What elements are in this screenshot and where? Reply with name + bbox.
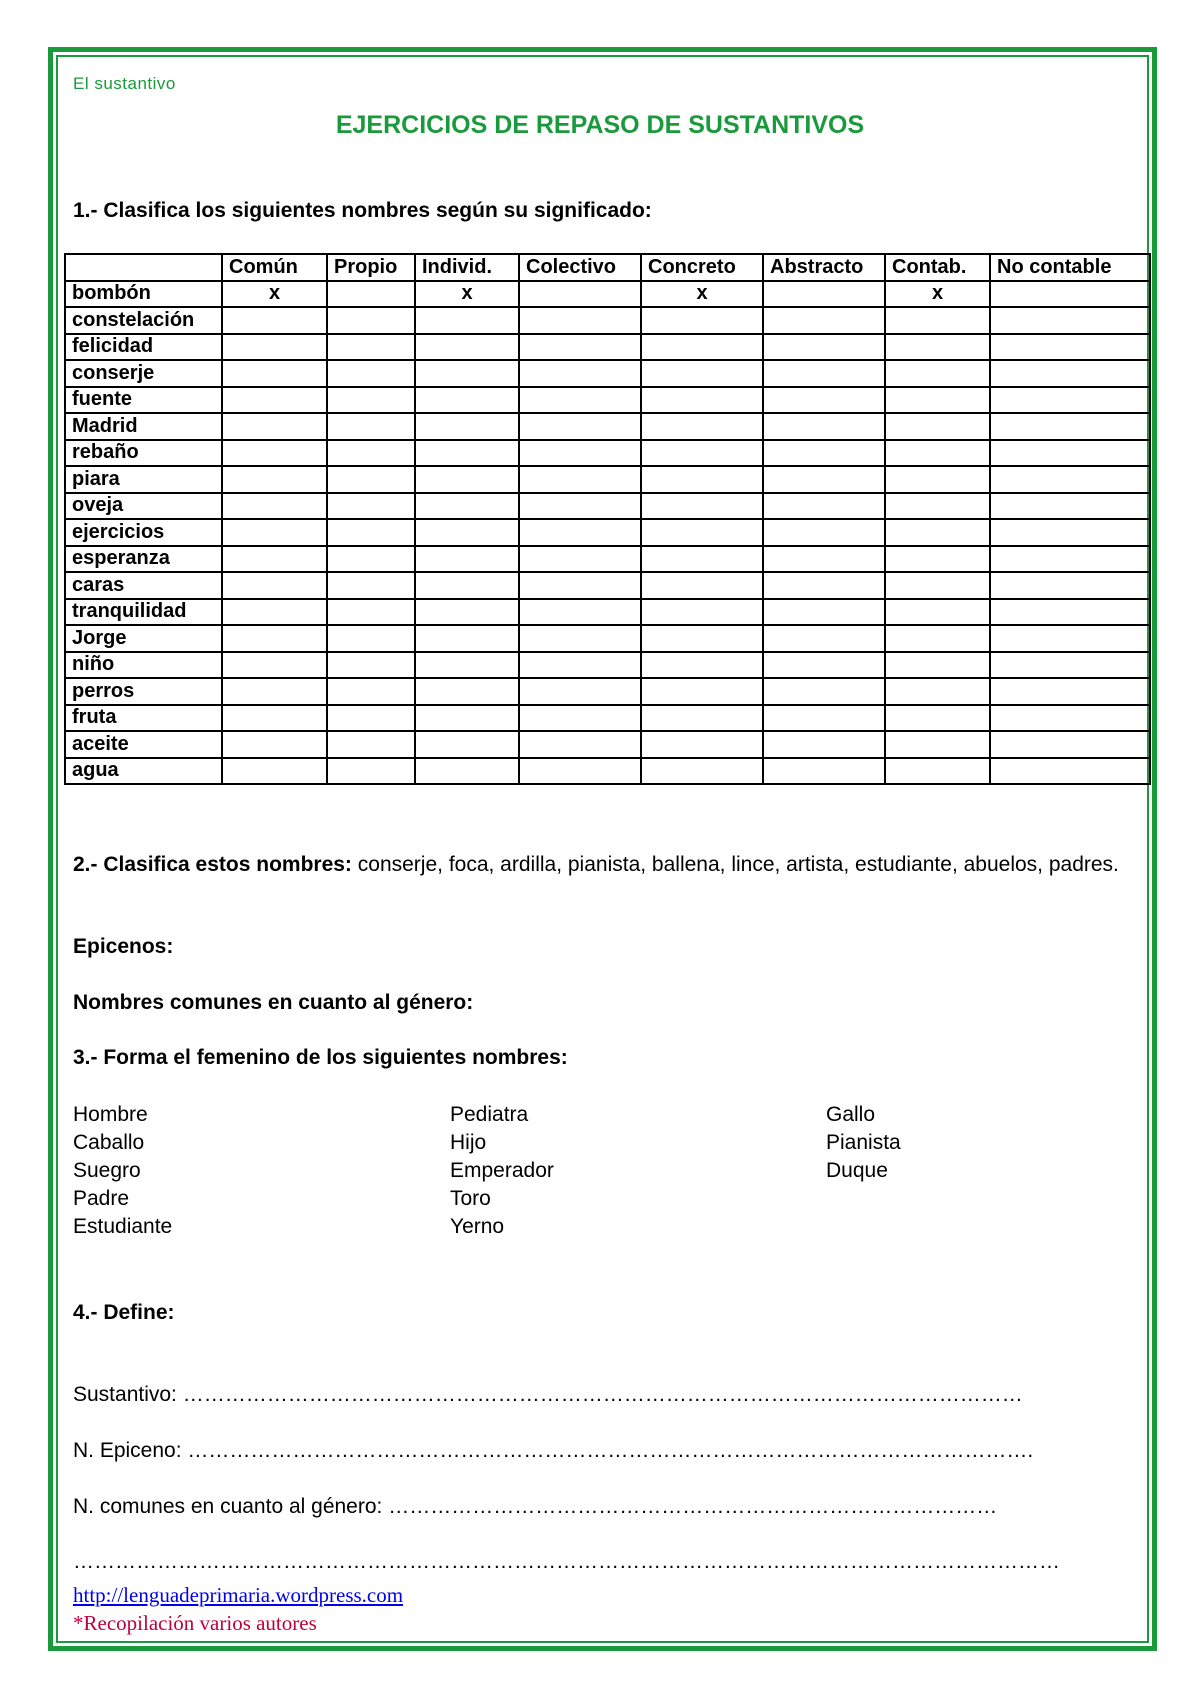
table-cell[interactable] [415,307,519,334]
column-header: Individ. [415,254,519,281]
feminine-column-3 [826,1101,901,1185]
row-word: tranquilidad [65,599,222,626]
table-cell[interactable] [641,731,763,758]
table-cell[interactable] [519,413,641,440]
column-header: No contable [990,254,1150,281]
table-cell[interactable] [222,493,327,520]
noun-item: Gallo [826,1103,876,1126]
table-cell[interactable] [763,466,885,493]
noun-item: Yerno [450,1215,505,1238]
column-header: Propio [327,254,415,281]
table-cell[interactable] [885,758,990,785]
table-cell[interactable] [519,440,641,467]
table-row [65,440,1150,467]
table-cell[interactable] [222,387,327,414]
noun-item: Pediatra [450,1103,529,1126]
table-cell[interactable] [415,387,519,414]
table-cell[interactable] [415,625,519,652]
table-cell[interactable] [327,413,415,440]
table-cell[interactable] [763,360,885,387]
table-cell[interactable] [885,572,990,599]
table-cell[interactable] [641,758,763,785]
table-cell[interactable] [519,387,641,414]
table-cell[interactable] [763,519,885,546]
table-cell[interactable] [885,360,990,387]
row-word: caras [65,572,222,599]
credit-note: *Recopilación varios autores [73,1611,317,1635]
table-cell[interactable] [763,546,885,573]
table-cell[interactable] [763,599,885,626]
row-word: perros [65,678,222,705]
table-cell[interactable] [641,705,763,732]
table-cell[interactable]: x [415,281,519,308]
table-cell[interactable] [222,360,327,387]
table-cell[interactable] [519,307,641,334]
table-cell[interactable] [641,572,763,599]
define-epiceno-line: N. Epiceno: …………………………………………………………………………………………………………. [73,1439,1034,1462]
define-blank-line: …………………………………………………………………………………………………………………………… [73,1550,1060,1573]
table-cell[interactable] [222,599,327,626]
table-cell[interactable] [415,652,519,679]
table-cell[interactable] [885,413,990,440]
table-cell[interactable] [327,493,415,520]
table-row [65,678,1150,705]
table-cell[interactable] [415,572,519,599]
row-word: bombón [65,281,222,308]
table-row [65,360,1150,387]
table-cell[interactable] [641,466,763,493]
table-cell[interactable] [519,493,641,520]
table-cell[interactable] [327,466,415,493]
table-row [65,466,1150,493]
table-cell[interactable] [519,758,641,785]
table-cell[interactable] [641,493,763,520]
table-cell[interactable] [990,334,1150,361]
exercise-3-heading: 3.- Forma el femenino de los siguientes nombres: [73,1046,568,1069]
table-cell[interactable] [415,360,519,387]
exercise-2-text [73,851,1133,879]
table-cell[interactable] [327,572,415,599]
table-cell[interactable] [327,678,415,705]
table-cell[interactable] [990,625,1150,652]
noun-item: Pianista [826,1131,901,1154]
table-cell[interactable] [641,413,763,440]
table-cell[interactable]: x [885,281,990,308]
table-cell[interactable] [990,705,1150,732]
table-cell[interactable] [415,493,519,520]
table-cell[interactable] [641,360,763,387]
table-cell[interactable] [415,731,519,758]
table-row [65,572,1150,599]
table-header-row [65,254,1150,281]
table-cell[interactable] [641,334,763,361]
table-cell[interactable] [222,413,327,440]
table-cell[interactable] [327,758,415,785]
table-cell[interactable] [885,731,990,758]
table-cell[interactable] [327,625,415,652]
feminine-column-1 [73,1101,172,1241]
noun-item: Hombre [73,1103,148,1126]
table-cell[interactable] [327,599,415,626]
comunes-genero-label: Nombres comunes en cuanto al género: [73,991,474,1014]
table-cell[interactable] [415,334,519,361]
exercise-4-heading: 4.- Define: [73,1301,175,1324]
epicenos-label: Epicenos: [73,935,174,958]
table-cell[interactable] [641,546,763,573]
table-cell[interactable] [990,440,1150,467]
table-row [65,599,1150,626]
table-cell[interactable] [519,652,641,679]
row-word: oveja [65,493,222,520]
table-cell[interactable] [519,281,641,308]
table-cell[interactable] [222,519,327,546]
column-header: Común [222,254,327,281]
column-header: Colectivo [519,254,641,281]
source-link[interactable]: http://lenguadeprimaria.wordpress.com [73,1583,404,1607]
define-comunes-line: N. comunes en cuanto al género: …………………………………………………………………………… [73,1495,998,1518]
noun-item: Emperador [450,1159,554,1182]
table-row [65,413,1150,440]
table-cell[interactable] [327,334,415,361]
table-cell[interactable]: x [222,281,327,308]
table-cell[interactable] [990,519,1150,546]
table-cell[interactable] [885,705,990,732]
table-cell[interactable] [641,387,763,414]
table-cell[interactable] [641,519,763,546]
table-cell[interactable] [763,440,885,467]
table-cell[interactable] [641,440,763,467]
table-cell[interactable] [885,387,990,414]
table-cell[interactable] [885,652,990,679]
table-cell[interactable] [763,387,885,414]
table-cell[interactable] [519,572,641,599]
table-cell[interactable] [222,758,327,785]
column-header: Contab. [885,254,990,281]
table-cell[interactable] [641,307,763,334]
table-cell[interactable] [641,599,763,626]
table-cell[interactable] [885,307,990,334]
table-cell[interactable] [763,334,885,361]
table-cell[interactable] [222,466,327,493]
noun-item: Suegro [73,1159,141,1182]
table-row [65,334,1150,361]
column-header: Abstracto [763,254,885,281]
noun-item: Caballo [73,1131,145,1154]
table-cell[interactable] [990,731,1150,758]
table-cell[interactable] [327,652,415,679]
table-cell[interactable] [327,705,415,732]
noun-item: Hijo [450,1131,487,1154]
table-cell[interactable] [990,758,1150,785]
page-header: El sustantivo [73,74,176,93]
table-cell[interactable] [327,387,415,414]
table-cell[interactable] [327,307,415,334]
table-row [65,731,1150,758]
table-row [65,307,1150,334]
table-cell[interactable] [415,599,519,626]
table-cell[interactable] [885,440,990,467]
table-cell[interactable] [415,678,519,705]
table-cell[interactable] [415,440,519,467]
table-cell[interactable] [222,307,327,334]
table-row [65,625,1150,652]
row-word: esperanza [65,546,222,573]
table-cell[interactable] [763,625,885,652]
table-cell[interactable] [763,652,885,679]
row-word: agua [65,758,222,785]
table-cell[interactable] [222,334,327,361]
table-cell[interactable] [641,625,763,652]
table-cell[interactable] [222,705,327,732]
table-row [65,519,1150,546]
table-cell[interactable] [519,705,641,732]
table-cell[interactable] [763,493,885,520]
table-cell[interactable] [885,493,990,520]
row-word: fuente [65,387,222,414]
table-cell[interactable] [885,519,990,546]
table-cell[interactable] [990,652,1150,679]
exercise-2-word-list: conserje, foca, ardilla, pianista, ballena, lince, artista, estudiante, abuelos, padres. [351,853,1119,876]
table-cell[interactable] [222,652,327,679]
row-word: conserje [65,360,222,387]
table-cell[interactable] [885,334,990,361]
table-cell[interactable] [885,546,990,573]
table-cell[interactable] [763,705,885,732]
table-cell[interactable] [519,625,641,652]
row-word: constelación [65,307,222,334]
table-cell[interactable] [990,466,1150,493]
table-row [65,387,1150,414]
table-cell[interactable] [519,519,641,546]
table-row [65,493,1150,520]
table-cell[interactable] [415,413,519,440]
table-cell[interactable] [415,466,519,493]
table-cell[interactable] [990,281,1150,308]
table-cell[interactable] [763,307,885,334]
table-cell[interactable] [415,705,519,732]
table-cell[interactable] [327,546,415,573]
table-cell[interactable] [415,758,519,785]
define-sustantivo-line: Sustantivo: ………………………………………………………………………………………………………… [73,1383,1023,1406]
table-cell[interactable] [222,678,327,705]
table-cell[interactable] [519,334,641,361]
row-word: fruta [65,705,222,732]
table-cell[interactable] [222,731,327,758]
table-cell[interactable] [641,652,763,679]
table-cell[interactable] [415,546,519,573]
table-cell[interactable] [327,731,415,758]
table-cell[interactable] [885,466,990,493]
table-row [65,281,1150,308]
row-word: niño [65,652,222,679]
table-cell[interactable] [519,678,641,705]
table-cell[interactable] [990,599,1150,626]
table-cell[interactable] [222,440,327,467]
column-header-blank [65,254,222,281]
table-row [65,758,1150,785]
feminine-column-2 [450,1101,554,1241]
classification-table [64,253,1151,785]
table-cell[interactable] [763,758,885,785]
table-cell[interactable] [990,678,1150,705]
row-word: Jorge [65,625,222,652]
table-cell[interactable] [990,387,1150,414]
table-cell[interactable] [990,307,1150,334]
table-cell[interactable] [763,731,885,758]
table-row [65,652,1150,679]
table-cell[interactable] [990,546,1150,573]
table-cell[interactable] [763,281,885,308]
table-cell[interactable] [327,281,415,308]
table-cell[interactable] [519,731,641,758]
table-cell[interactable] [327,360,415,387]
table-cell[interactable]: x [641,281,763,308]
table-cell[interactable] [222,572,327,599]
exercise-1-heading: 1.- Clasifica los siguientes nombres según su significado: [73,199,652,222]
table-cell[interactable] [763,413,885,440]
noun-item: Duque [826,1159,888,1182]
row-word: ejercicios [65,519,222,546]
noun-item: Padre [73,1187,130,1210]
table-row [65,705,1150,732]
row-word: piara [65,466,222,493]
table-row [65,546,1150,573]
table-cell[interactable] [327,519,415,546]
table-cell[interactable] [415,519,519,546]
column-header: Concreto [641,254,763,281]
table-cell[interactable] [327,440,415,467]
row-word: felicidad [65,334,222,361]
table-cell[interactable] [519,546,641,573]
table-cell[interactable] [885,599,990,626]
row-word: rebaño [65,440,222,467]
table-cell[interactable] [222,546,327,573]
page-title: EJERCICIOS DE REPASO DE SUSTANTIVOS [335,111,865,139]
table-cell[interactable] [519,360,641,387]
table-cell[interactable] [990,413,1150,440]
noun-item: Toro [450,1187,491,1210]
table-cell[interactable] [763,572,885,599]
noun-item: Estudiante [73,1215,173,1238]
table-cell[interactable] [641,678,763,705]
table-cell[interactable] [990,360,1150,387]
table-cell[interactable] [990,493,1150,520]
table-cell[interactable] [222,625,327,652]
table-cell[interactable] [519,466,641,493]
table-cell[interactable] [990,572,1150,599]
row-word: Madrid [65,413,222,440]
table-cell[interactable] [519,599,641,626]
row-word: aceite [65,731,222,758]
exercise-2-heading: 2.- Clasifica estos nombres: [73,853,352,876]
table-cell[interactable] [885,625,990,652]
table-cell[interactable] [763,678,885,705]
table-cell[interactable] [885,678,990,705]
